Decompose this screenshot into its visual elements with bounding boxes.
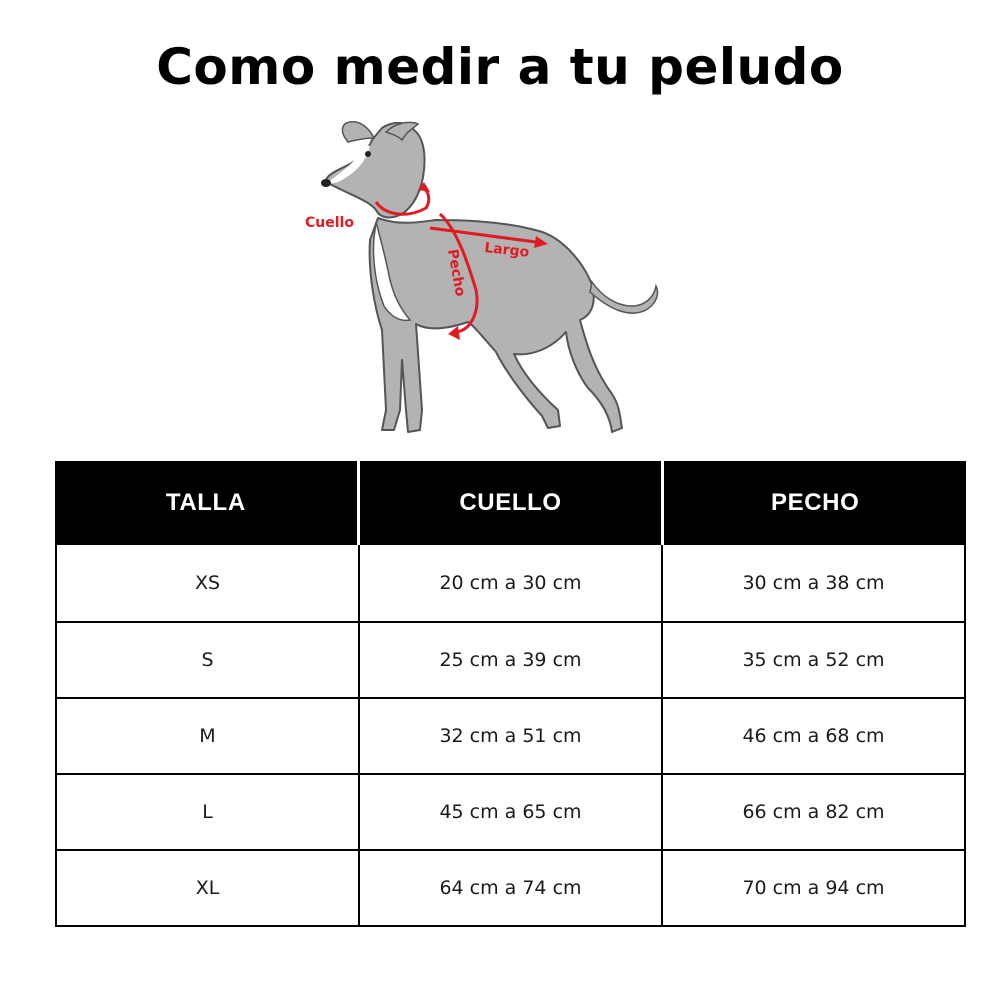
dog-tail — [590, 282, 658, 313]
neck-cell: 20 cm a 30 cm — [360, 545, 663, 621]
chest-cell: 46 cm a 68 cm — [742, 725, 885, 747]
chest-cell: 35 cm a 52 cm — [742, 649, 885, 671]
table-row — [57, 697, 964, 773]
size-cell: XL — [57, 851, 360, 925]
length-label: Largo — [483, 240, 530, 261]
dog-ear — [342, 122, 374, 142]
table-row — [57, 545, 964, 621]
chest-cell: 70 cm a 94 cm — [742, 877, 885, 899]
chest-arrow-head — [448, 326, 460, 340]
size-chart-table — [55, 461, 966, 927]
neck-label: Cuello — [305, 215, 354, 231]
table-header-row — [55, 461, 966, 545]
neck-cell: 32 cm a 51 cm — [360, 699, 663, 773]
page-title: Como medir a tu peludo — [156, 38, 844, 96]
header-neck: CUELLO — [360, 461, 665, 545]
dog-nose — [321, 179, 331, 187]
size-cell: M — [57, 699, 360, 773]
dog-measurement-illustration — [290, 110, 670, 445]
neck-cell: 64 cm a 74 cm — [360, 851, 663, 925]
table-row — [57, 621, 964, 697]
chest-label: Pecho — [444, 247, 469, 298]
size-cell: S — [57, 623, 360, 697]
chest-cell: 66 cm a 82 cm — [742, 801, 885, 823]
table-body — [55, 545, 966, 927]
header-size: TALLA — [55, 461, 360, 545]
size-cell: L — [57, 775, 360, 849]
dog-eye — [365, 151, 371, 157]
header-chest: PECHO — [664, 461, 966, 545]
neck-cell: 45 cm a 65 cm — [360, 775, 663, 849]
table-row — [57, 773, 964, 849]
chest-cell: 30 cm a 38 cm — [742, 572, 885, 594]
table-row — [57, 849, 964, 925]
neck-cell: 25 cm a 39 cm — [360, 623, 663, 697]
size-cell: XS — [57, 545, 360, 621]
